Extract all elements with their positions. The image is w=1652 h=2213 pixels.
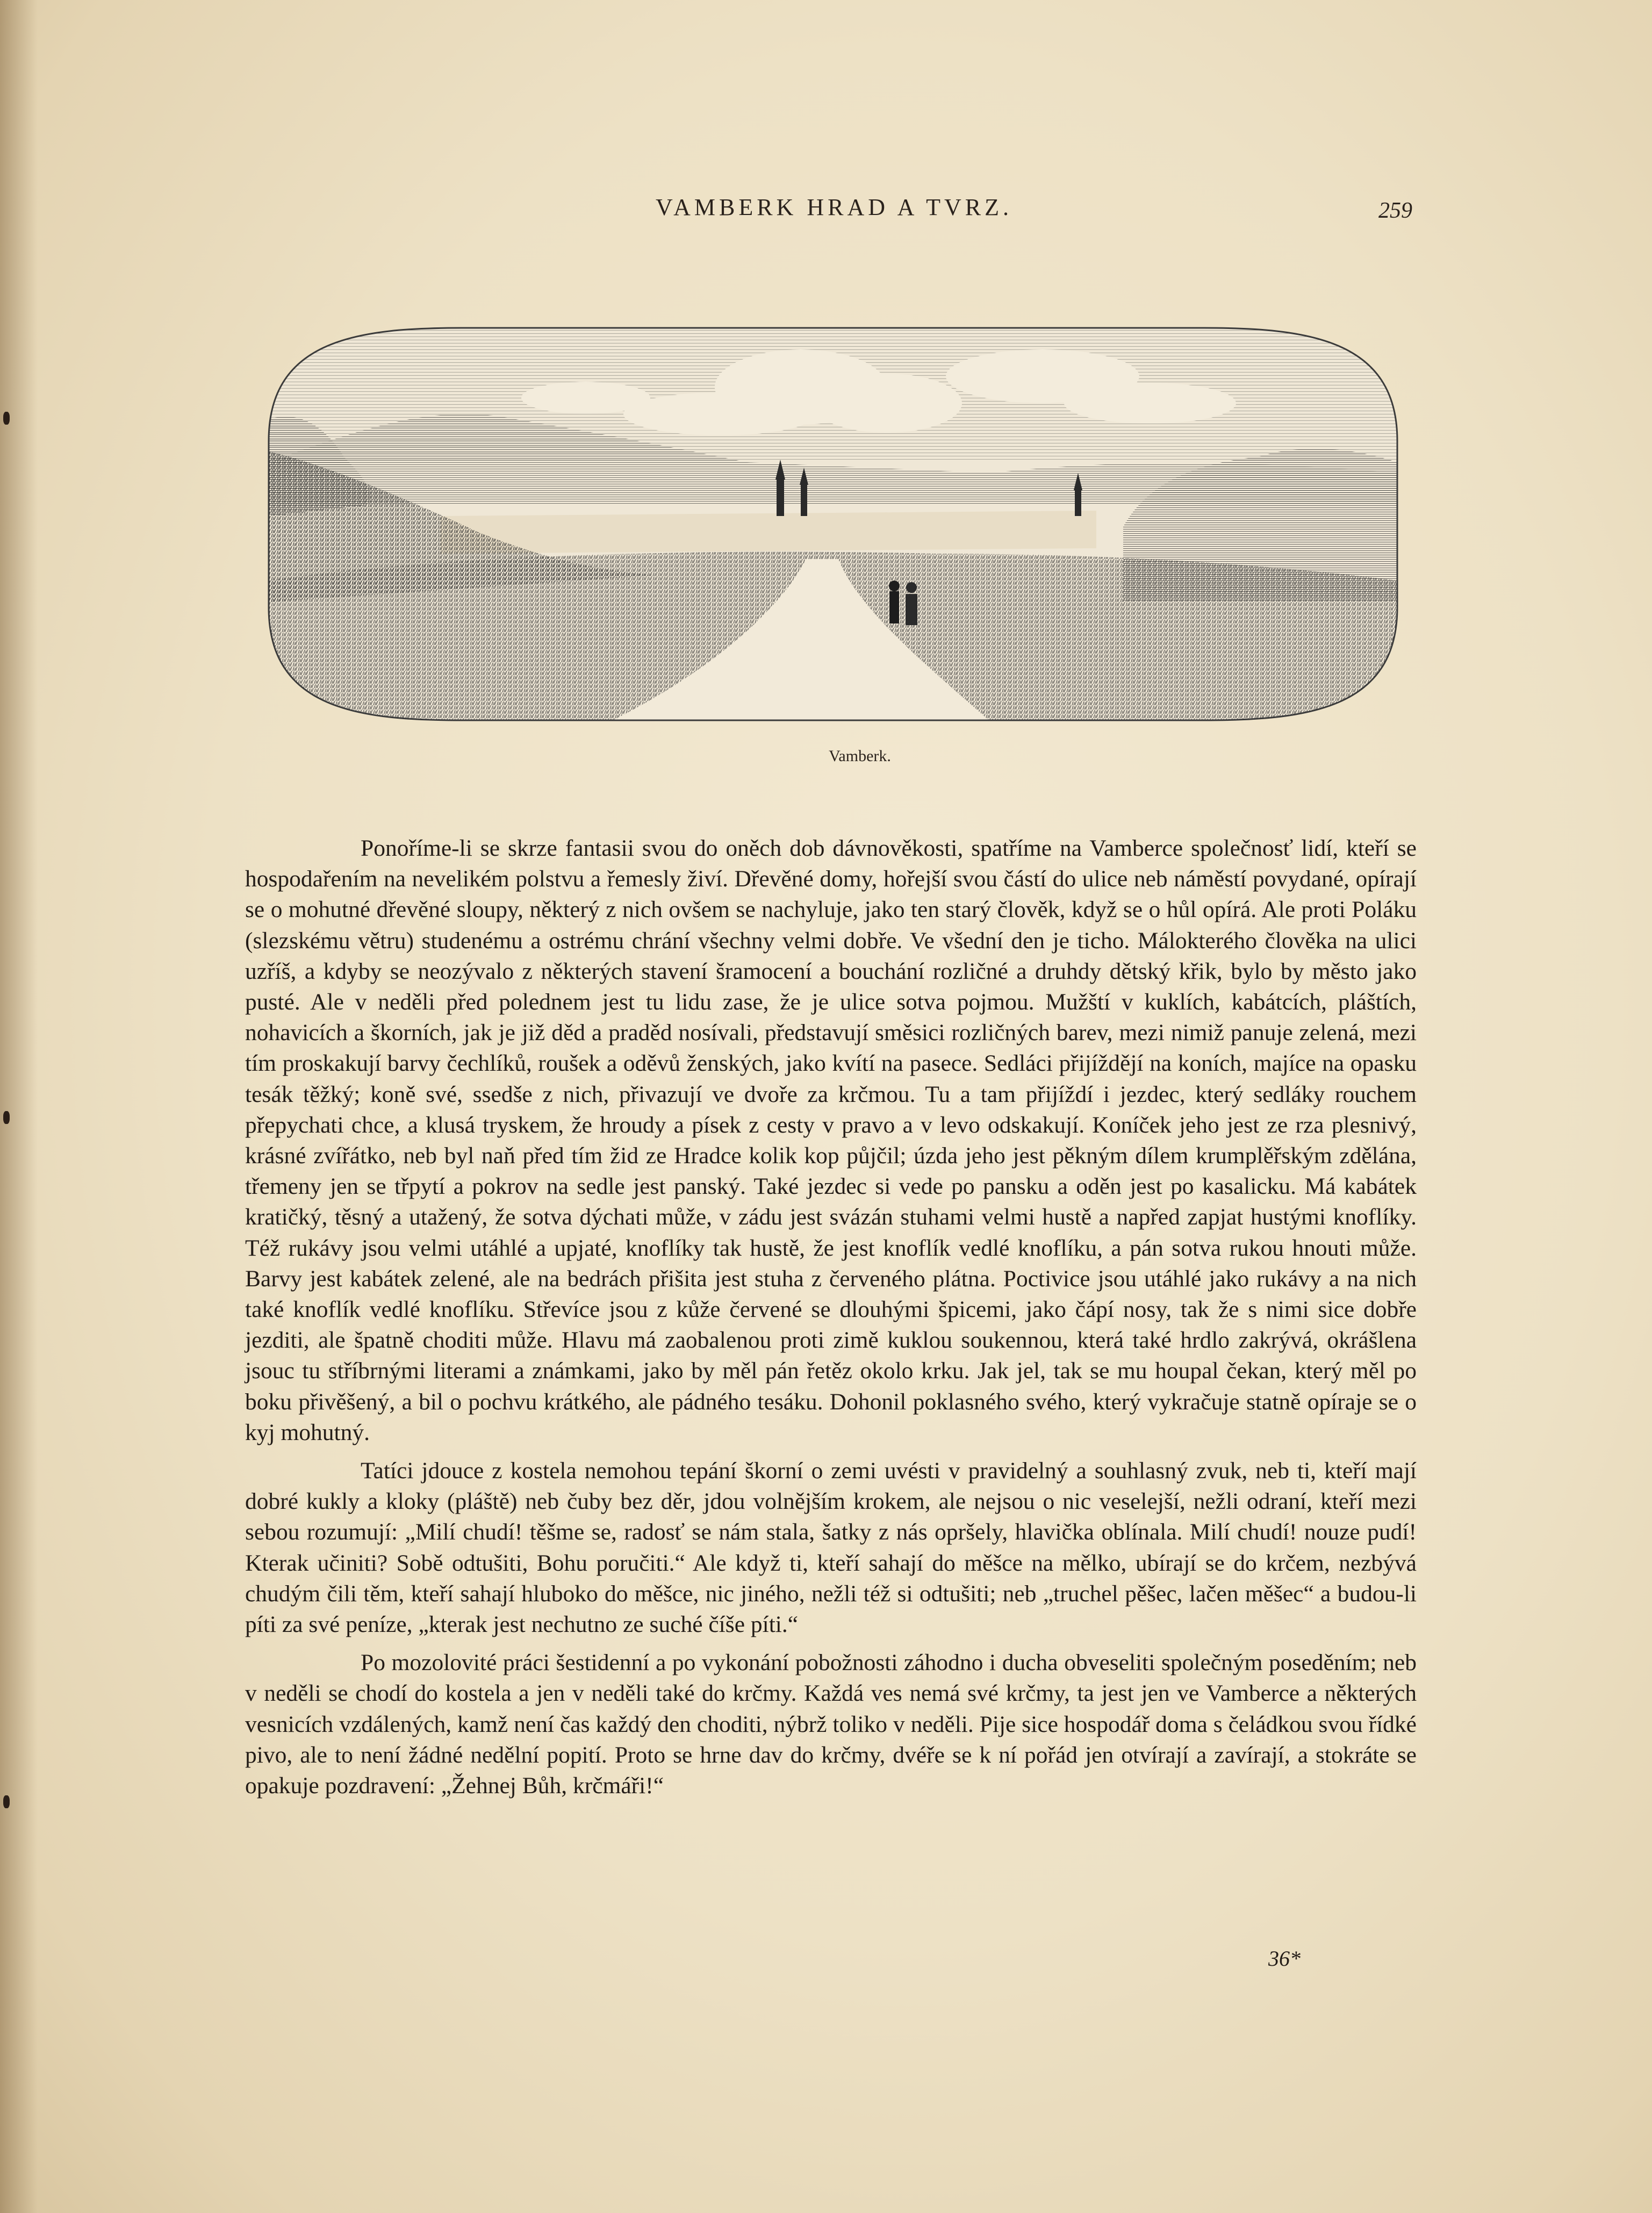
margin-ink-mark: [3, 412, 10, 425]
margin-ink-mark: [3, 1795, 10, 1808]
article-body: [245, 833, 1417, 1809]
running-title: VAMBERK HRAD A TVRZ.: [656, 194, 1013, 220]
page-number: 259: [1378, 198, 1412, 223]
paragraph: Ponoříme-li se skrze fantasii svou do oněch dob dávnověkosti, spatříme na Vamberce společnosť lidí, kteří se hospodařením na nevelikém polstvu a řemesly živí. Dřevěné domy, hořejší svou částí do ulice neb náměstí povydané, opírají se o mohutné dřevěné sloupy, některý z nich ovšem se nachyluje, jako ten starý člověk, když se o hůl opírá. Ale proti Poláku (slezskému větru) studenému a ostrému chrání všechny velmi dobře. Ve všední den je ticho. Málokterého člověka na ulici uzříš, a kdyby se neozývalo z některých stavení šramocení a bouchání rozličné a druhdy dětský křik, bylo by město jako pusté. Ale v neděli před polednem jest tu lidu zase, že je ulice sotva pojmou. Mužští v kuklích, kabátcích, pláštích, nohavicích a škorních, jak je již děd a praděd nosívali, představují směsici rozličných barev, mezi nimiž panuje zelená, mezi tím proskakují barvy čechlíků, roušek a oděvů ženských, jako kvítí na pasece. Sedláci přijíždějí na koních, majíce na opasku tesák těžký; koně své, ssedše z nich, přivazují ve dvoře za krčmou. Tu a tam přijíždí i jezdec, který sedláky rouchem přepychati chce, a klusá tryskem, že hroudy a písek z cesty v pravo a v levo odskakují. Koníček jeho jest ze rza plesnivý, krásné zvířátko, neb byl naň před tím žid ze Hradce kolik kop půjčil; úzda jeho jest pěkným dílem krumplěřským zdělána, třemeny jen se třpytí a pokrov na sedle jest panský. Také jezdec si vede po pansku a oděn jest po kasalicku. Má kabátek kratičký, těsný a utažený, že sotva dýchati může, v zádu jest svázán stuhami velmi hustě a napřed zapjat hustými knoflíky. Též rukávy jsou velmi utáhlé a upjaté, knoflíky tak hustě, že jest knoflík vedlé knoflíku, a pán sotva rukou hnouti může. Barvy jest kabátek zelené, ale na bedrách přišita jest stuha z červeného plátna. Poctivice jsou utáhlé jako rukávy a na nich také knoflík vedlé knoflíku. Střevíce jsou z kůže červené se dlouhými špicemi, jako čápí nosy, tak že s nimi sice dobře jezditi, ale špatně choditi může. Hlavu má zaobalenou proti zimě kuklou soukennou, která také hrdlo zakrývá, okrášlena jsouc tu stříbrnými literami a známkami, jako by měl pán řetěz okolo krku. Jak jel, tak se mu houpal čekan, který měl po boku přivěšený, a bil o pochvu krátkého, ale pádného tesáku. Dohonil poklasného svého, který vykračuje statně opíraje se o kyj mohutný.: [245, 835, 1417, 1445]
page-gutter-shadow: [0, 0, 38, 2213]
signature-mark: 36*: [1268, 1946, 1301, 1971]
figure-caption: Vamberk.: [829, 747, 891, 765]
paragraph: Tatíci jdouce z kostela nemohou tepání škorní o zemi uvésti v pravidelný a souhlasný zvuk, neb ti, kteří mají dobré kukly a kloky (pláště) neb čuby bez děr, jdou volnějším krokem, ale nejsou o nic veselejší, nežli odraní, kteří mezi sebou rozumují: „Milí chudí! těšme se, radosť se nám stala, šatky z nás opršely, hlavička oblínala. Milí chudí! nouze pudí! Kterak učiniti? Sobě odtušiti, Bohu poručiti.“ Ale když ti, kteří sahají do měšce na mělko, ubírají se do krčem, nezbývá chudým čili těm, kteří sahají hluboko do měšce, nic jiného, nežli též si odtušiti; neb „truchel pěšec, lačen měšec“ a budou-li píti za své peníze, „kterak jest nechutno ze suché číše píti.“: [245, 1458, 1417, 1638]
landscape-engraving: [236, 301, 1430, 747]
margin-ink-mark: [3, 1111, 10, 1124]
paragraph: Po mozolovité práci šestidenní a po vykonání pobožnosti záhodno i ducha obveseliti společným poseděním; neb v neděli se chodí do kostela a jen v neděli také do krčmy. Každá ves nemá své krčmy, ta jest jen ve Vamberce a některých vesnicích vzdálených, kamž není čas každý den choditi, nýbrž toliko v neděli. Pije sice hospodář doma s čeládkou svou řídké pivo, ale to není žádné nedělní popití. Proto se hrne dav do krčmy, dvéře se k ní pořád jen otvírají a zavírají, a stokráte se opakuje pozdravení: „Žehnej Bůh, krčmáři!“: [245, 1650, 1417, 1799]
